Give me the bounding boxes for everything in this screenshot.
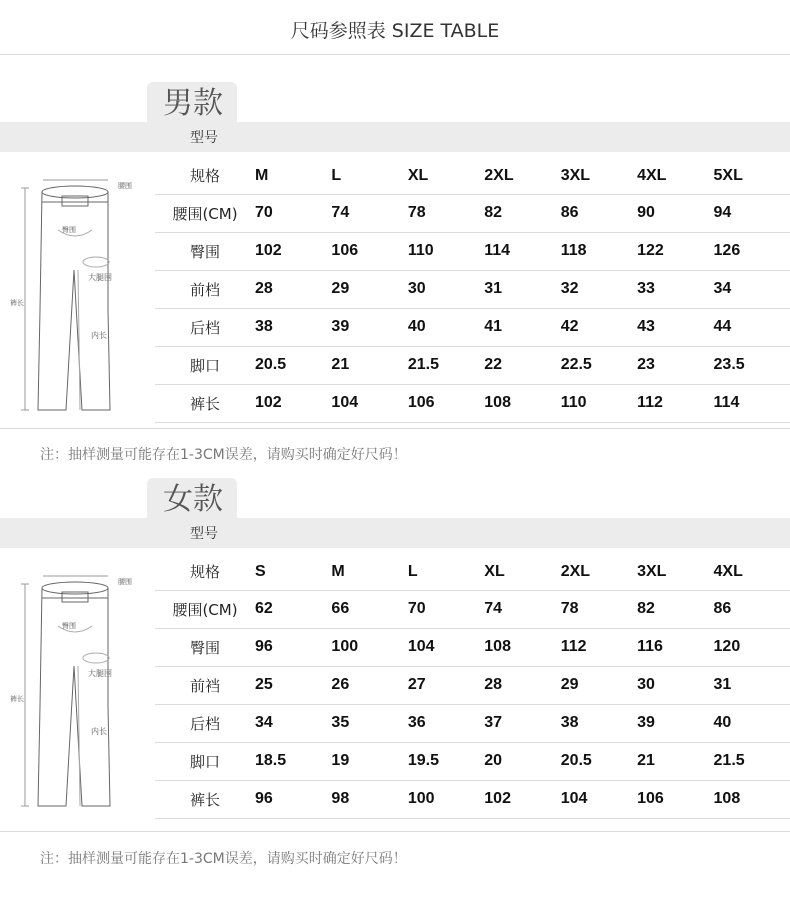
table-cell: 104 [408,628,484,666]
table-cell: 70 [408,590,484,628]
size-header-cell: M [331,554,407,590]
length-callout: 裤长 [10,695,24,703]
table-cell: 21.5 [408,346,484,384]
table-cell: 23 [637,346,713,384]
table-cell: 21 [331,346,407,384]
inseam-callout: 内长 [91,331,107,340]
table-cell: 100 [408,780,484,818]
page-title: 尺码参照表 SIZE TABLE [290,20,500,42]
table-cell: 43 [637,308,713,346]
table-cell: 19 [331,742,407,780]
size-header-cell: 4XL [637,158,713,194]
table-cell: 82 [637,590,713,628]
table-cell: 19.5 [408,742,484,780]
row-label: 规格 [155,158,255,194]
table-cell: 74 [331,194,407,232]
page-header [0,0,790,55]
table-cell: 27 [408,666,484,704]
table-row [155,384,790,422]
table-cell: 40 [714,704,790,742]
table-row [155,628,790,666]
table-cell: 114 [484,232,560,270]
hip-callout: 臀围 [62,622,76,630]
row-label: 前裆 [155,666,255,704]
model-header-band [0,122,790,152]
table-row [155,666,790,704]
size-header-cell: L [408,554,484,590]
womens-section [0,478,790,868]
table-cell: 33 [637,270,713,308]
thigh-callout: 大腿围 [88,273,112,282]
table-cell: 118 [561,232,637,270]
size-header-cell: S [255,554,331,590]
table-cell: 35 [331,704,407,742]
table-cell: 44 [714,308,790,346]
table-cell: 96 [255,628,331,666]
table-cell: 108 [714,780,790,818]
size-header-cell: 5XL [714,158,790,194]
table-cell: 96 [255,780,331,818]
table-cell: 30 [637,666,713,704]
table-row [155,742,790,780]
row-label: 后档 [155,308,255,346]
table-cell: 34 [714,270,790,308]
model-label: 型号 [190,526,218,542]
table-row [155,158,790,194]
table-cell: 70 [255,194,331,232]
table-cell: 116 [637,628,713,666]
table-cell: 90 [637,194,713,232]
table-cell: 22.5 [561,346,637,384]
table-cell: 106 [331,232,407,270]
table-cell: 23.5 [714,346,790,384]
table-cell: 32 [561,270,637,308]
table-cell: 18.5 [255,742,331,780]
table-cell: 102 [484,780,560,818]
table-cell: 29 [331,270,407,308]
mens-section [0,82,790,472]
table-row [155,346,790,384]
row-label: 后档 [155,704,255,742]
table-cell: 120 [714,628,790,666]
table-cell: 37 [484,704,560,742]
waist-callout: 腰围 [118,182,132,190]
table-cell: 30 [408,270,484,308]
table-cell: 42 [561,308,637,346]
mens-size-table [155,158,790,423]
hip-callout: 臀围 [62,226,76,234]
table-cell: 98 [331,780,407,818]
table-cell: 106 [637,780,713,818]
table-cell: 28 [255,270,331,308]
size-header-cell: XL [484,554,560,590]
row-label: 裤长 [155,780,255,818]
table-cell: 94 [714,194,790,232]
thigh-callout: 大腿围 [88,669,112,678]
row-label: 裤长 [155,384,255,422]
table-cell: 110 [561,384,637,422]
row-label: 脚口 [155,346,255,384]
table-cell: 39 [637,704,713,742]
size-header-cell: 3XL [637,554,713,590]
table-cell: 110 [408,232,484,270]
table-cell: 21.5 [714,742,790,780]
table-cell: 86 [561,194,637,232]
row-label: 腰围(CM) [155,590,255,628]
table-row [155,554,790,590]
table-cell: 21 [637,742,713,780]
row-label: 前档 [155,270,255,308]
size-header-cell: 2XL [561,554,637,590]
inseam-callout: 内长 [91,727,107,736]
table-cell: 31 [484,270,560,308]
table-cell: 112 [561,628,637,666]
size-header-cell: 3XL [561,158,637,194]
table-cell: 104 [331,384,407,422]
table-cell: 31 [714,666,790,704]
mens-tab: 男款 [147,82,237,124]
table-cell: 40 [408,308,484,346]
table-cell: 126 [714,232,790,270]
table-cell: 38 [255,308,331,346]
row-label: 臀围 [155,232,255,270]
table-row [155,270,790,308]
note: 注：抽样测量可能存在1-3CM误差，请购买时确定好尺码！ [40,851,407,867]
table-row [155,194,790,232]
table-row [155,308,790,346]
table-cell: 78 [561,590,637,628]
table-cell: 20.5 [561,742,637,780]
table-cell: 102 [255,384,331,422]
size-header-cell: 4XL [714,554,790,590]
table-cell: 102 [255,232,331,270]
table-cell: 26 [331,666,407,704]
table-cell: 39 [331,308,407,346]
table-cell: 41 [484,308,560,346]
size-header-cell: 2XL [484,158,560,194]
table-cell: 104 [561,780,637,818]
table-cell: 82 [484,194,560,232]
divider [0,428,790,429]
table-cell: 29 [561,666,637,704]
womens-tab: 女款 [147,478,237,520]
size-header-cell: L [331,158,407,194]
table-row [155,704,790,742]
table-cell: 74 [484,590,560,628]
pants-diagram [0,170,150,430]
table-cell: 100 [331,628,407,666]
table-cell: 22 [484,346,560,384]
table-cell: 20.5 [255,346,331,384]
table-cell: 25 [255,666,331,704]
model-label: 型号 [190,130,218,146]
waist-callout: 腰围 [118,578,132,586]
table-cell: 62 [255,590,331,628]
table-cell: 78 [408,194,484,232]
table-row [155,232,790,270]
table-cell: 108 [484,384,560,422]
table-cell: 106 [408,384,484,422]
table-cell: 114 [714,384,790,422]
size-header-cell: XL [408,158,484,194]
row-label: 规格 [155,554,255,590]
table-cell: 38 [561,704,637,742]
table-row [155,780,790,818]
table-cell: 66 [331,590,407,628]
table-row [155,590,790,628]
length-callout: 裤长 [10,299,24,307]
table-cell: 86 [714,590,790,628]
table-cell: 34 [255,704,331,742]
womens-size-table [155,554,790,819]
table-cell: 112 [637,384,713,422]
divider [0,831,790,832]
table-cell: 36 [408,704,484,742]
row-label: 脚口 [155,742,255,780]
note: 注：抽样测量可能存在1-3CM误差，请购买时确定好尺码！ [40,447,407,463]
row-label: 臀围 [155,628,255,666]
model-header-band [0,518,790,548]
row-label: 腰围(CM) [155,194,255,232]
size-header-cell: M [255,158,331,194]
table-cell: 20 [484,742,560,780]
table-cell: 122 [637,232,713,270]
table-cell: 108 [484,628,560,666]
table-cell: 28 [484,666,560,704]
pants-diagram [0,566,150,826]
